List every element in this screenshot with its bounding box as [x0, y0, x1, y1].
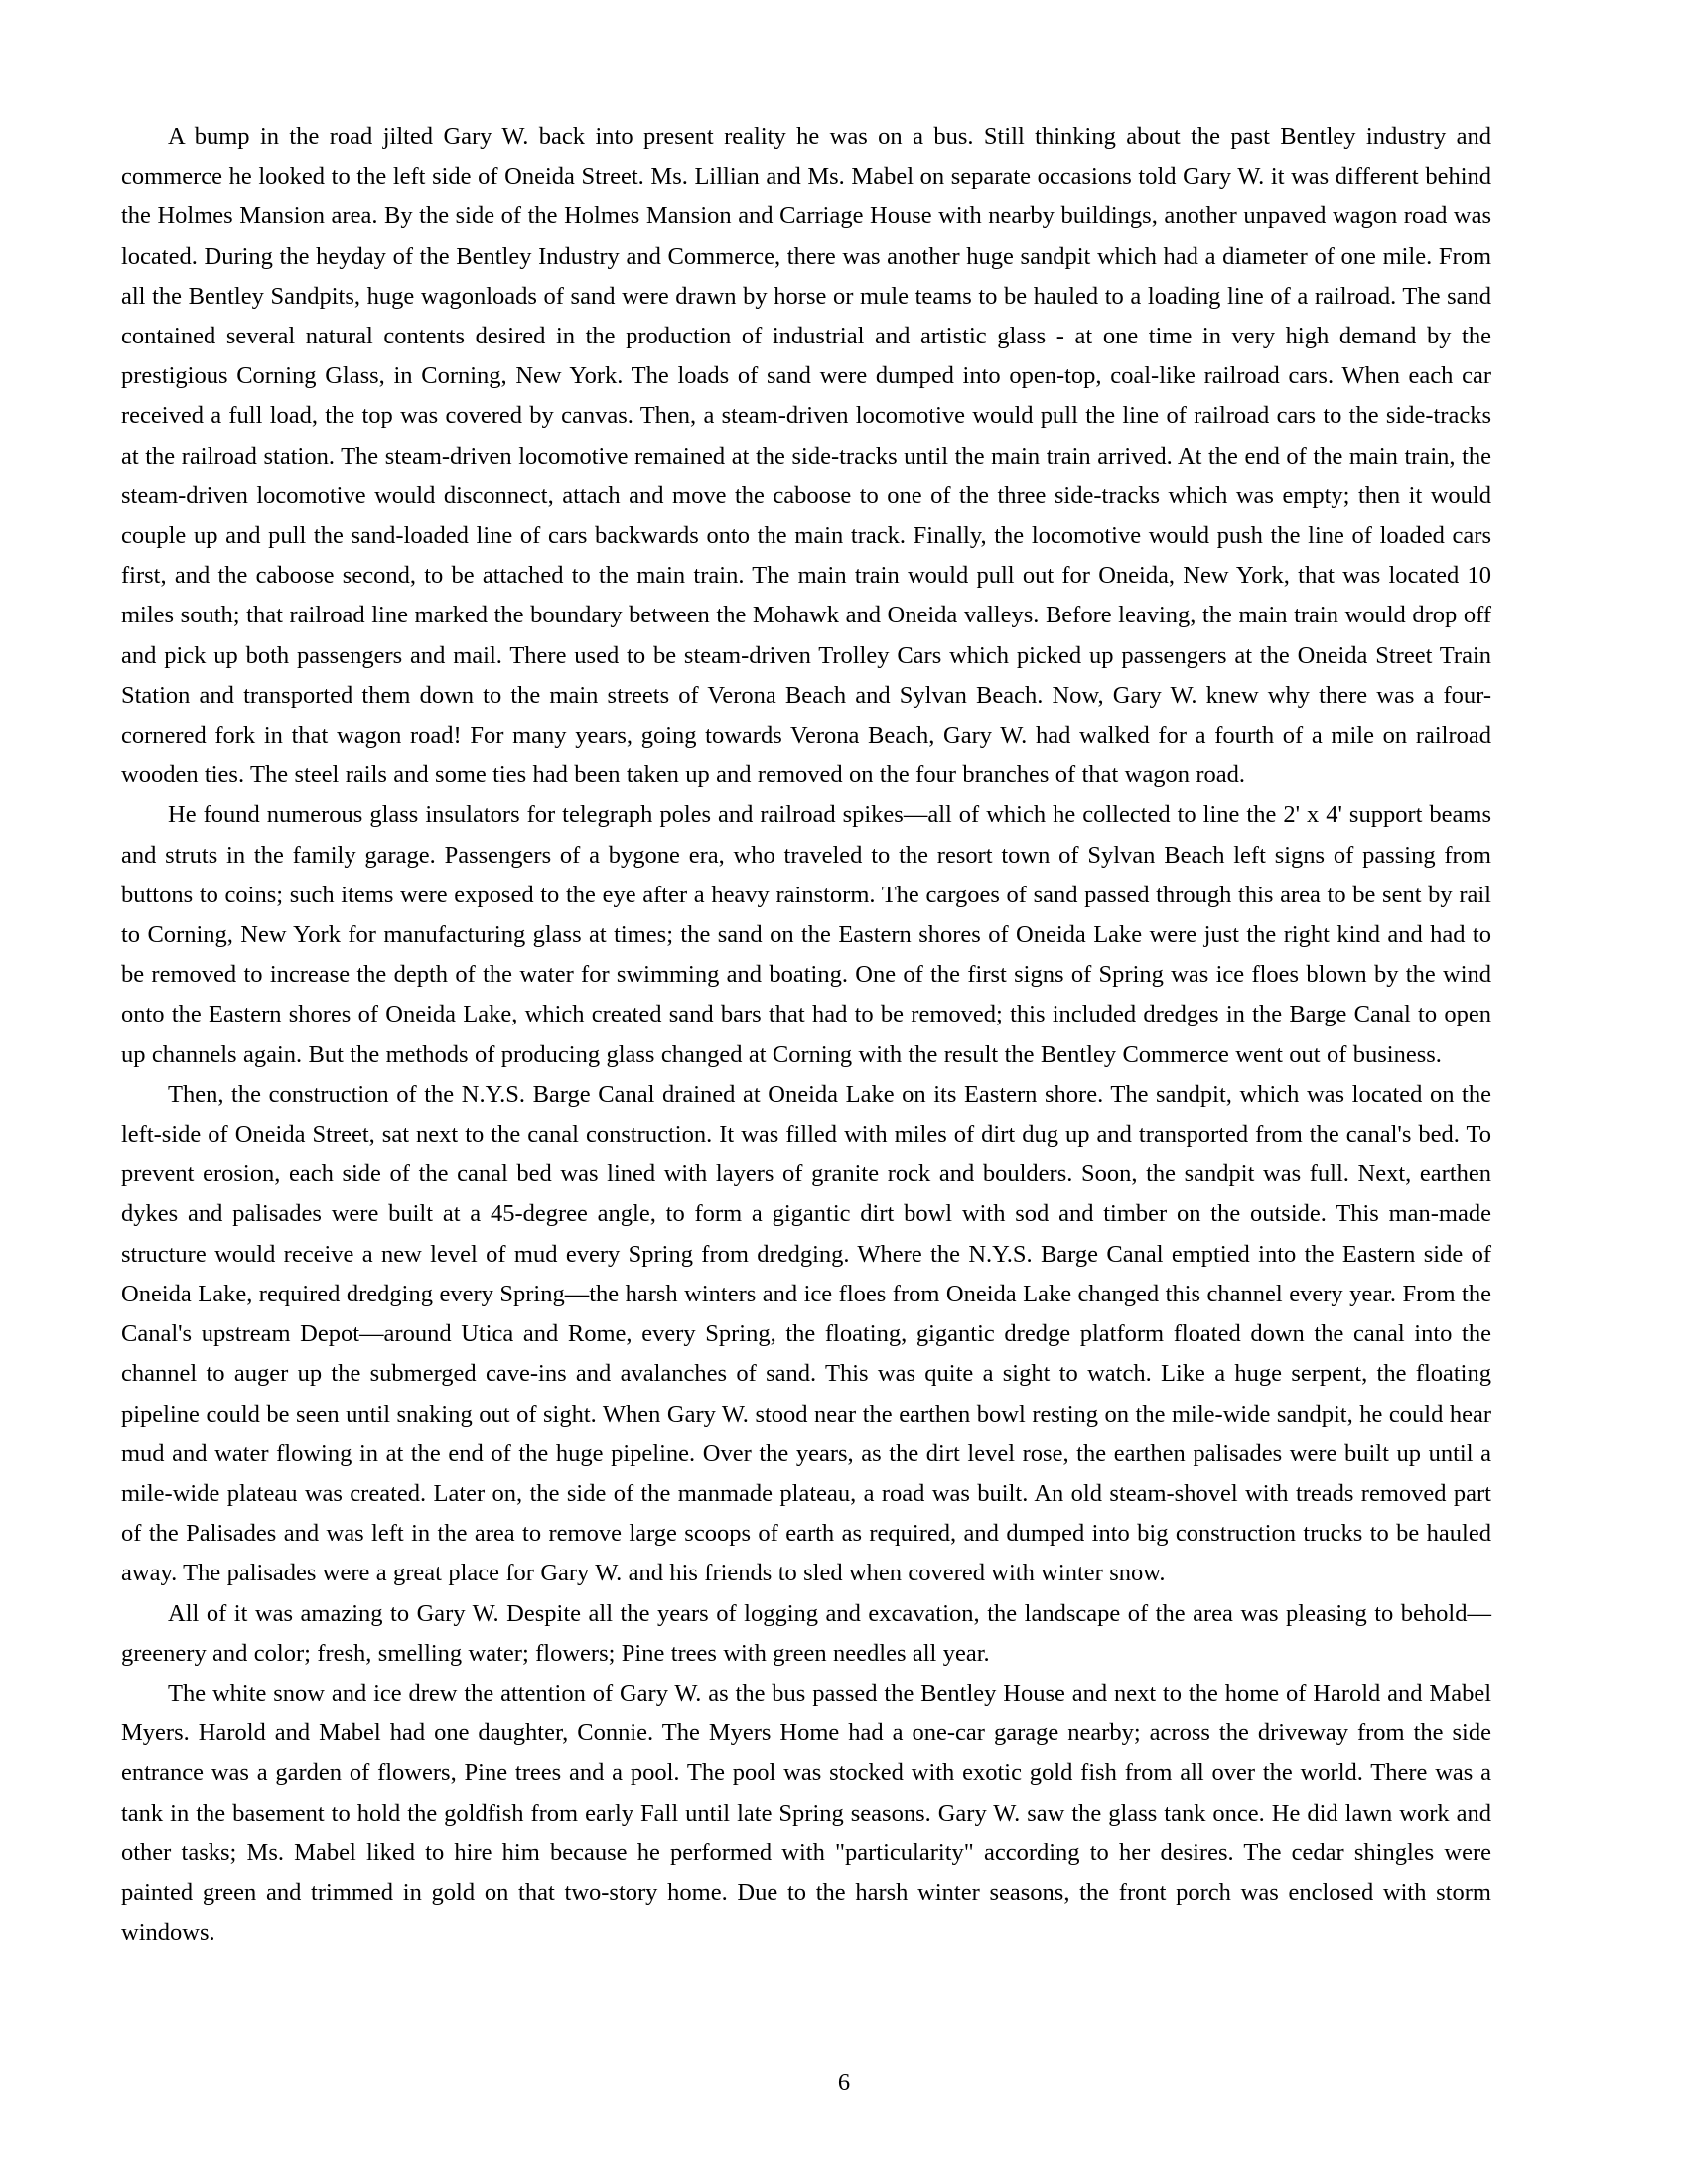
body-paragraph-3: Then, the construction of the N.Y.S. Barge Canal drained at Oneida Lake on its Eastern shore. The sandpit, which was located on the left-side of Oneida Street, sat next to the canal construction. It was filled with miles of dirt dug up and transported from the canal's bed. To prevent erosion, each side of the canal bed was lined with layers of granite rock and boulders. Soon, the sandpit was full. Next, earthen dykes and palisades were built at a 45-degree angle, to form a gigantic dirt bowl with sod and timber on the outside. This man-made structure would receive a new level of mud every Spring from dredging. Where the N.Y.S. Barge Canal emptied into the Eastern side of Oneida Lake, required dredging every Spring—the harsh winters and ice floes from Oneida Lake changed this channel every year. From the Canal's upstream Depot—around Utica and Rome, every Spring, the floating, gigantic dredge platform floated down the canal into the channel to auger up the submerged cave-ins and avalanches of sand. This was quite a sight to watch. Like a huge serpent, the floating pipeline could be seen until snaking out of sight. When Gary W. stood near the earthen bowl resting on the mile-wide sandpit, he could hear mud and water flowing in at the end of the huge pipeline. Over the years, as the dirt level rose, the earthen palisades were built up until a mile-wide plateau was created. Later on, the side of the manmade plateau, a road was built. An old steam-shovel with treads removed part of the Palisades and was left in the area to remove large scoops of earth as required, and dumped into big construction trucks to be hauled away. The palisades were a great place for Gary W. and his friends to sled when covered with winter snow. — [121, 1080, 1491, 1587]
page-number: 6 — [837, 2069, 851, 2096]
page-body-text — [121, 117, 1491, 1953]
body-paragraph-4: All of it was amazing to Gary W. Despite all the years of logging and excavation, the landscape of the area was pleasing to behold—greenery and color; fresh, smelling water; flowers; Pine trees with green needles all year. — [121, 1599, 1491, 1667]
body-paragraph-2: He found numerous glass insulators for telegraph poles and railroad spikes—all of which he collected to line the 2' x 4' support beams and struts in the family garage. Passengers of a bygone era, who traveled to the resort town of Sylvan Beach left signs of passing from buttons to coins; such items were exposed to the eye after a heavy rainstorm. The cargoes of sand passed through this area to be sent by rail to Corning, New York for manufacturing glass at times; the sand on the Eastern shores of Oneida Lake were just the right kind and had to be removed to increase the depth of the water for swimming and boating. One of the first signs of Spring was ice floes blown by the wind onto the Eastern shores of Oneida Lake, which created sand bars that had to be removed; this included dredges in the Barge Canal to open up channels again. But the methods of producing glass changed at Corning with the result the Bentley Commerce went out of business. — [121, 801, 1491, 1068]
body-paragraph-5: The white snow and ice drew the attention of Gary W. as the bus passed the Bentley House and next to the home of Harold and Mabel Myers. Harold and Mabel had one daughter, Connie. The Myers Home had a one-car garage nearby; across the driveway from the side entrance was a garden of flowers, Pine trees and a pool. The pool was stocked with exotic gold fish from all over the world. There was a tank in the basement to hold the goldfish from early Fall until late Spring seasons. Gary W. saw the glass tank once. He did lawn work and other tasks; Ms. Mabel liked to hire him because he performed with "particularity" according to her desires. The cedar shingles were painted green and trimmed in gold on that two-story home. Due to the harsh winter seasons, the front porch was enclosed with storm windows. — [121, 1679, 1491, 1947]
body-paragraph-1: A bump in the road jilted Gary W. back into present reality he was on a bus. Still thinking about the past Bentley industry and commerce he looked to the left side of Oneida Street. Ms. Lillian and Ms. Mabel on separate occasions told Gary W. it was different behind the Holmes Mansion area. By the side of the Holmes Mansion and Carriage House with nearby buildings, another unpaved wagon road was located. During the heyday of the Bentley Industry and Commerce, there was another huge sandpit which had a diameter of one mile. From all the Bentley Sandpits, huge wagonloads of sand were drawn by horse or mule teams to be hauled to a loading line of a railroad. The sand contained several natural contents desired in the production of industrial and artistic glass - at one time in very high demand by the prestigious Corning Glass, in Corning, New York. The loads of sand were dumped into open-top, coal-like railroad cars. When each car received a full load, the top was covered by canvas. Then, a steam-driven locomotive would pull the line of railroad cars to the side-tracks at the railroad station. The steam-driven locomotive remained at the side-tracks until the main train arrived. At the end of the main train, the steam-driven locomotive would disconnect, attach and move the caboose to one of the three side-tracks which was empty; then it would couple up and pull the sand-loaded line of cars backwards onto the main track. Finally, the locomotive would push the line of loaded cars first, and the caboose second, to be attached to the main train. The main train would pull out for Oneida, New York, that was located 10 miles south; that railroad line marked the boundary between the Mohawk and Oneida valleys. Before leaving, the main train would drop off and pick up both passengers and mail. There used to be steam-driven Trolley Cars which picked up passengers at the Oneida Street Train Station and transported them down to the main streets of Verona Beach and Sylvan Beach. Now, Gary W. knew why there was a four-cornered fork in that wagon road! For many years, going towards Verona Beach, Gary W. had walked for a fourth of a mile on railroad wooden ties. The steel rails and some ties had been taken up and removed on the four branches of that wagon road. — [121, 123, 1491, 789]
